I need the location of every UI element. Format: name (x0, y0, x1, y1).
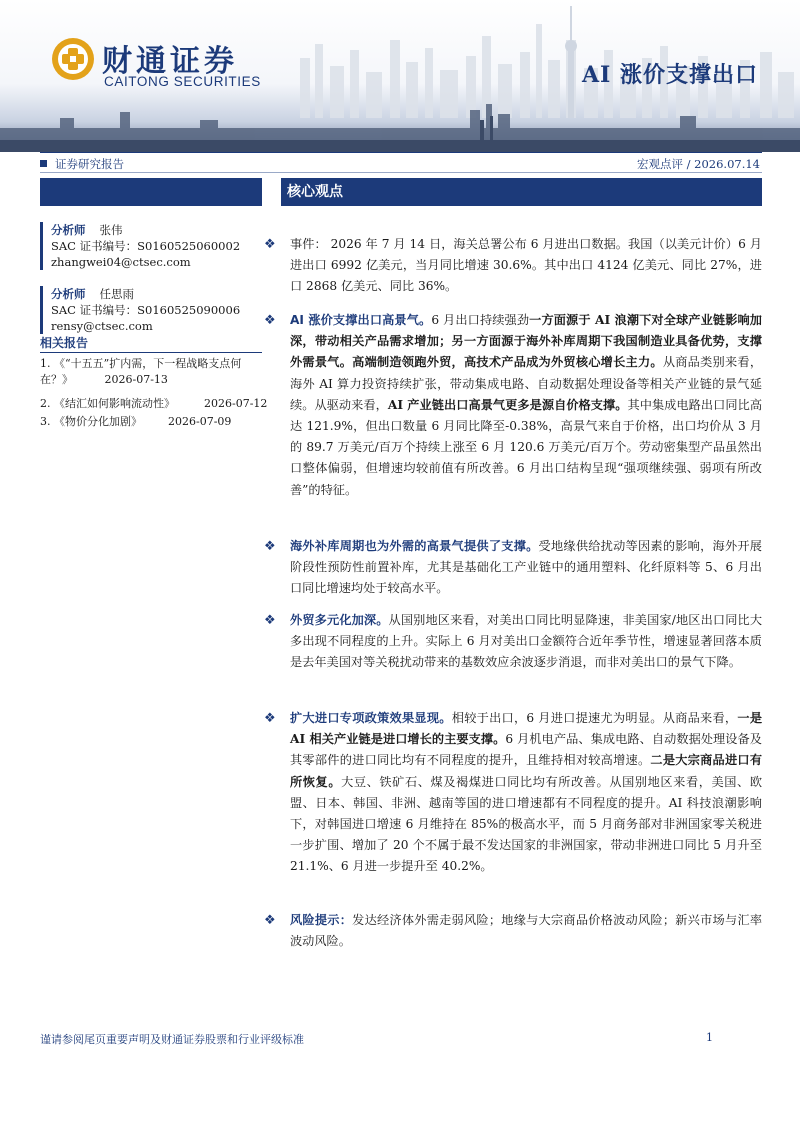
paragraph-text: 事件： 2026 年 7 月 14 日，海关总署公布 6 月进出口数据。我国（以美元计价）6 月进出口 6992 亿美元，当月同比增速 30.6%。其中出口 4124 亿美元、同比 27%，进口 2868 亿美元、同比 36%。 (290, 237, 762, 294)
caitong-logo (50, 36, 96, 86)
logo-icon (50, 36, 96, 82)
related-reports-title: 相关报告 (40, 336, 89, 350)
footer-disclaimer: 谨请参阅尾页重要声明及财通证券股票和行业评级标准 (40, 1033, 304, 1046)
analyst-name: 张伟 (99, 223, 123, 237)
related-report-date: 2026-07-09 (168, 415, 232, 428)
diamond-bullet-icon: ❖ (264, 313, 276, 328)
diamond-bullet-icon: ❖ (264, 711, 276, 726)
paragraph-text: 大豆、铁矿石、煤及褐煤进口同比均有所改善。从国别地区来看，美国、欧盟、日本、韩国、非洲、越南等国的进口增速都有不同程度的提升。AI 科技浪潮影响下，对韩国进口增速 6 月维持在 85%的极高水平，而 5 月商务部对非洲国家零关税进一步扩围、增加了 20 个不属于最不发达国家的非洲国家，带动非洲进口同比 5 月升至 21.1%、6 月进一步提升至 40.2%。 (290, 774, 763, 874)
brand-name-cn: 财通证券 (102, 44, 238, 79)
paragraph-heading: AI 涨价支撑出口高景气。 (290, 313, 432, 327)
related-report-date: 2026-07-12 (204, 397, 268, 410)
related-report-item[interactable] (40, 396, 268, 412)
brand-name-en: CAITONG SECURITIES (104, 74, 261, 89)
paragraph-emphasis: 一是 AI 相关产业链是进口增长的主要支撑。 (290, 711, 763, 747)
paragraph-text: 相较于出口，6 月进口提速尤为明显。从商品来看， (451, 711, 738, 725)
report-category (40, 156, 124, 172)
page-number: 1 (706, 1031, 713, 1044)
paragraph-heading: 风险提示： (290, 913, 353, 927)
core-paragraph-ai-exports (264, 310, 763, 501)
header-divider (40, 152, 762, 153)
diamond-bullet-icon: ❖ (264, 913, 276, 928)
core-paragraph-event (264, 234, 762, 298)
paragraph-emphasis: 二是大宗商品进口有所恢复。 (290, 753, 763, 789)
analyst-sac: SAC 证书编号：S0160525060002 (51, 239, 241, 253)
analyst-email[interactable]: rensy@ctsec.com (51, 319, 153, 333)
paragraph-text: 其中集成电路出口同比高达 121.9%，但出口数量 6 月同比降至-0.38%，高景气来自于价格，出口均价从 3 月的 89.7 万美元/百万个持续上涨至 6 月 120.6 万美元/百万个。劳动密集型产品虽然出口整体偏弱，但增速均较前值有所改善。6 月出口结构呈现“强项继续强、弱项有所改善”的特征。 (290, 397, 763, 497)
related-report-title: 1. 《“十五五”扩内需，下一程战略支点何在？》 (40, 357, 242, 386)
core-views-title: 核心观点 (281, 178, 762, 206)
related-reports-divider (40, 352, 262, 353)
paragraph-text: 受地缘供给扰动等因素的影响，海外开展阶段性预防性前置补库，尤其是基础化工产业链中的通用塑料、化纤原料等 5、6 月出口同比增速均处于较高水平。 (290, 539, 762, 596)
related-report-item[interactable] (40, 356, 268, 388)
core-paragraph-imports (264, 708, 763, 878)
analyst-sac: SAC 证书编号：S0160525090006 (51, 303, 241, 317)
diamond-bullet-icon: ❖ (264, 613, 276, 628)
analyst-name: 任思雨 (99, 287, 134, 301)
paragraph-heading: 扩大进口专项政策效果显现。 (290, 711, 452, 725)
subheader-divider (40, 172, 762, 173)
analyst-role: 分析师 (51, 223, 86, 237)
paragraph-heading: 海外补库周期也为外需的高景气提供了支撑。 (290, 539, 539, 553)
report-date-line: 宏观点评 / 2026.07.14 (636, 157, 760, 171)
paragraph-text: 发达经济体外需走弱风险；地缘与大宗商品价格波动风险；新兴市场与汇率波动风险。 (290, 913, 763, 949)
paragraph-text: 6 月出口持续强劲 (431, 313, 530, 327)
sidebar-header-bar (40, 178, 262, 206)
related-report-date: 2026-07-13 (104, 373, 168, 386)
diamond-bullet-icon: ❖ (264, 237, 276, 252)
related-report-title: 3. 《物价分化加剧》 (40, 415, 142, 428)
core-paragraph-restocking (264, 536, 762, 600)
report-category-label: 证券研究报告 (55, 157, 124, 171)
diamond-bullet-icon: ❖ (264, 539, 276, 554)
analyst-email[interactable]: zhangwei04@ctsec.com (51, 255, 191, 269)
analyst-card (40, 222, 262, 270)
core-paragraph-diversification (264, 610, 763, 674)
paragraph-emphasis: AI 产业链出口高景气更多是源自价格支撑。 (387, 397, 628, 412)
paragraph-text: 从国别地区来看，对美出口同比明显降速，非美国家/地区出口同比大多出现不同程度的上升。实际上 6 月对美出口金额符合近年季节性，增速显著回落本质是去年美国对等关税扰动带来的基数效应余波逐步消退，而非对美出口的景气下降。 (290, 613, 763, 670)
related-report-item[interactable] (40, 414, 268, 430)
analyst-card (40, 286, 262, 334)
square-icon (40, 160, 47, 167)
core-paragraph-risks (264, 910, 763, 952)
paragraph-text: 从商品类别来看，海外 AI 算力投资持续扩张，带动集成电路、自动数据处理设备等相关产业链的景气延续。从驱动来看， (290, 355, 763, 412)
report-title: AI 涨价支撑出口 (581, 62, 758, 88)
analyst-role: 分析师 (51, 287, 86, 301)
paragraph-emphasis: 一方面源于 AI 浪潮下对全球产业链影响加深，带动相关产品需求增加；另一方面源于海外补库周期下我国制造业具备优势，支撑外需景气。高端制造领跑外贸，高技术产品成为外贸核心增长主力。 (290, 313, 762, 370)
related-report-title: 2. 《结汇如何影响流动性》 (40, 397, 175, 410)
paragraph-text: 6 月机电产品、集成电路、自动数据处理设备及其零部件的进口同比均有不同程度的提升，且维持相对较高增速。 (290, 732, 762, 768)
paragraph-heading: 外贸多元化加深。 (290, 613, 389, 627)
